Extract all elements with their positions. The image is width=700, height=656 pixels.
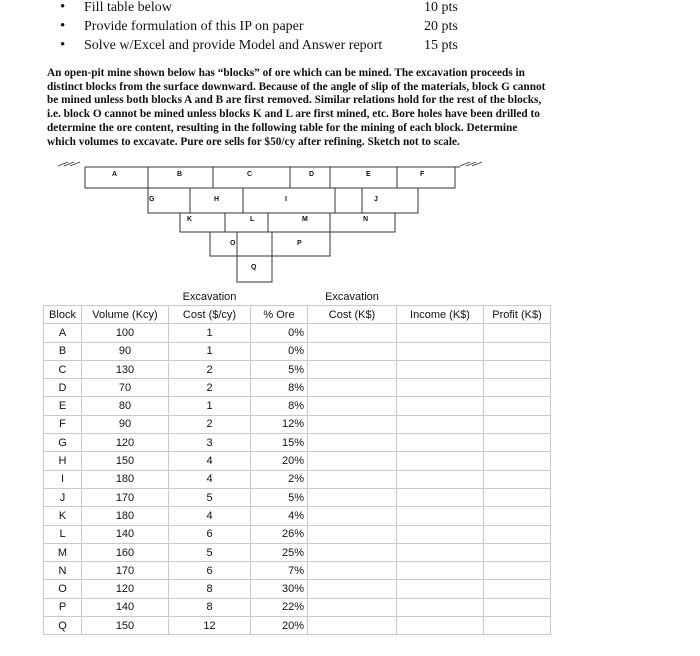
row4-dividers [237, 232, 272, 256]
table-row: H 150 4 20% [44, 452, 551, 470]
table-row: Q 150 12 20% [44, 617, 551, 635]
sketch-label-c: C [247, 171, 253, 178]
header-block: Block [44, 306, 82, 324]
table-row: D 70 2 8% [44, 379, 551, 397]
problem-line: distinct blocks from the surface downward. Because of the angle of slip of the materials, block G cannot [47, 80, 546, 93]
bullet-dot-icon: • [60, 18, 66, 34]
table-row: J 170 5 5% [44, 488, 551, 506]
header-excavation-costk-top: Excavation [325, 290, 379, 303]
sketch-label-f: F [420, 171, 425, 178]
block-data-table [43, 288, 551, 635]
header-profit: Profit (K$) [484, 306, 551, 324]
sketch-label-b: B [177, 171, 183, 178]
bullet-dot-icon: • [60, 0, 66, 15]
sketch-label-q: Q [251, 264, 257, 271]
header-excavation-cost-top: Excavation [182, 290, 237, 303]
table-row: O 120 8 30% [44, 580, 551, 598]
problem-line: determine the ore content, resulting in the following table for the mining of each block. Determine [47, 121, 518, 134]
table-row: C 130 2 5% [44, 360, 551, 378]
sketch-label-e: E [366, 171, 371, 178]
problem-line: be mined unless both blocks A and B are first removed. Similar relations hold for the rest of the blocks, [47, 94, 542, 107]
bullet-text: Fill table below [84, 0, 172, 15]
bullet-points: 20 pts [424, 19, 458, 34]
sketch-label-m: M [302, 216, 308, 223]
sketch-label-n: N [363, 216, 369, 223]
header-ore: % Ore [251, 306, 308, 324]
table-row: E 80 1 8% [44, 397, 551, 415]
sketch-label-k: K [187, 216, 193, 223]
bullet-points: 15 pts [424, 38, 458, 53]
table-row: N 170 6 7% [44, 562, 551, 580]
row3-dividers [225, 213, 330, 232]
bullet-points: 10 pts [424, 0, 458, 15]
header-cost: Cost ($/cy) [169, 306, 251, 324]
sketch-label-i: I [285, 196, 287, 203]
ground-hatch-right [460, 162, 482, 166]
bullet-dot-icon: • [60, 37, 66, 53]
table-row: A 100 1 0% [44, 324, 551, 342]
sketch-label-l: L [250, 216, 255, 223]
sketch-label-g: G [149, 196, 155, 203]
row1-outline [85, 167, 455, 188]
ground-hatch-left [58, 162, 80, 166]
table-row: M 160 5 25% [44, 543, 551, 561]
sketch-label-a: A [112, 171, 118, 178]
table-row: B 90 1 0% [44, 342, 551, 360]
table-row: G 120 3 15% [44, 434, 551, 452]
sketch-label-o: O [230, 240, 236, 247]
header-volume: Volume (Kcy) [82, 306, 169, 324]
table-header-row [44, 306, 551, 324]
table-body [44, 324, 551, 635]
table-row: P 140 8 22% [44, 598, 551, 616]
table-row: I 180 4 2% [44, 470, 551, 488]
table-row: L 140 6 26% [44, 525, 551, 543]
problem-line: i.e. block O cannot be mined unless blocks K and L are first mined, etc. Bore holes have been drilled to [47, 108, 540, 121]
header-cost-k: Cost (K$) [308, 306, 397, 324]
sketch-label-d: D [309, 171, 315, 178]
table-row: F 90 2 12% [44, 415, 551, 433]
sketch-label-h: H [214, 196, 220, 203]
header-income: Income (K$) [397, 306, 484, 324]
problem-line: which volumes to excavate. Pure ore sells for $50/cy after refining. Sketch not to scale. [47, 135, 460, 148]
problem-line: An open-pit mine shown below has “blocks” of ore which can be mined. The excavation proceeds in [47, 67, 525, 79]
table-row: K 180 4 4% [44, 507, 551, 525]
row1-dividers [148, 167, 397, 188]
sketch-label-j: J [374, 196, 378, 203]
bullet-text: Solve w/Excel and provide Model and Answer report [84, 38, 383, 53]
row4-outline [210, 232, 330, 256]
bullet-text: Provide formulation of this IP on paper [84, 19, 304, 34]
sketch-label-p: P [297, 240, 302, 247]
